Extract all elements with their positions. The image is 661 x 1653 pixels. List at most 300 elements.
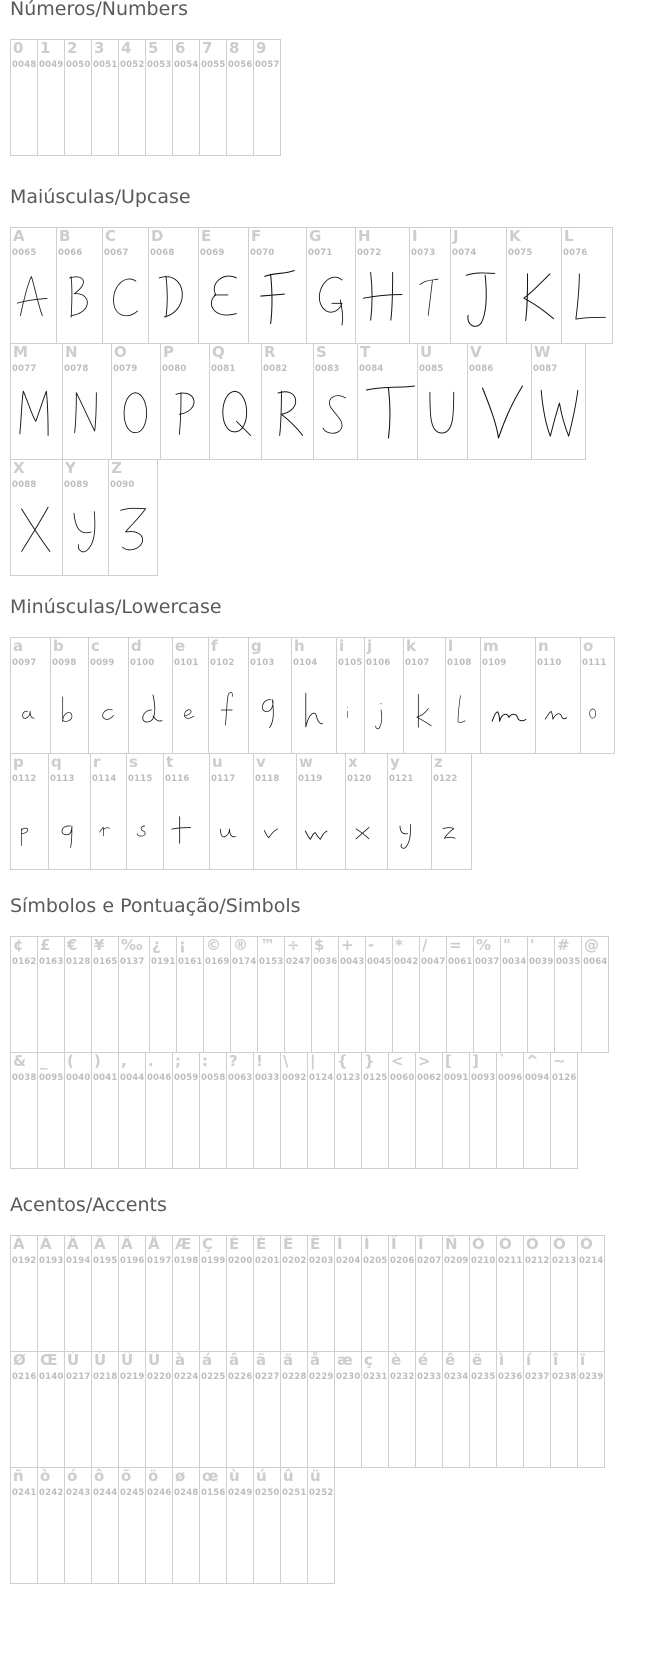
glyph-label: å bbox=[310, 1351, 321, 1369]
glyph-code: 0220 bbox=[147, 1372, 172, 1382]
handwritten-glyph bbox=[63, 376, 112, 456]
glyph-cell bbox=[554, 936, 582, 1053]
glyph-label: Õ bbox=[553, 1235, 566, 1253]
glyph-code: 0090 bbox=[110, 480, 135, 490]
glyph-stroke bbox=[262, 700, 273, 728]
glyph-code: 0239 bbox=[579, 1372, 604, 1382]
glyph-cell bbox=[10, 1351, 38, 1468]
glyph-code: 0051 bbox=[93, 60, 118, 70]
glyph-cell bbox=[417, 343, 468, 460]
handwritten-glyph bbox=[481, 670, 536, 750]
glyph-cell bbox=[445, 637, 481, 754]
glyph-label: o bbox=[583, 637, 594, 655]
glyph-cell bbox=[226, 1467, 254, 1584]
glyph-cell bbox=[419, 936, 447, 1053]
glyph-row bbox=[10, 753, 614, 870]
glyph-code: 0193 bbox=[39, 1256, 64, 1266]
glyph-label: û bbox=[283, 1467, 294, 1485]
handwritten-glyph bbox=[63, 492, 109, 572]
glyph-label: Ò bbox=[472, 1235, 485, 1253]
glyph-label: L bbox=[564, 227, 574, 245]
glyph-stroke bbox=[430, 392, 454, 433]
glyph-code: 0205 bbox=[363, 1256, 388, 1266]
glyph-label: à bbox=[175, 1351, 186, 1369]
glyph-cell bbox=[209, 343, 262, 460]
glyph-cell bbox=[10, 936, 38, 1053]
glyph-label: Y bbox=[65, 459, 76, 477]
glyph-cell bbox=[172, 39, 200, 156]
glyph-label: É bbox=[256, 1235, 267, 1253]
glyph-cell bbox=[307, 1052, 335, 1169]
glyph-code: 0093 bbox=[471, 1073, 496, 1083]
glyph-cell bbox=[496, 1351, 524, 1468]
glyph-label: | bbox=[310, 1052, 316, 1070]
handwritten-glyph bbox=[432, 786, 472, 866]
glyph-cell bbox=[506, 227, 562, 344]
glyph-cell bbox=[523, 1351, 551, 1468]
glyph-label: k bbox=[406, 637, 416, 655]
handwritten-glyph bbox=[210, 786, 254, 866]
handwritten-glyph bbox=[49, 786, 91, 866]
glyph-code: 0076 bbox=[563, 248, 588, 258]
glyph-code: 0101 bbox=[174, 658, 199, 668]
glyph-stroke bbox=[70, 277, 88, 318]
glyph-label: ã bbox=[256, 1351, 267, 1369]
glyph-cell bbox=[199, 1235, 227, 1352]
glyph-code: 0104 bbox=[293, 658, 318, 668]
glyph-cell bbox=[334, 1351, 362, 1468]
glyph-code: 0217 bbox=[66, 1372, 91, 1382]
glyph-label: ( bbox=[67, 1052, 74, 1070]
glyph-label: Ç bbox=[202, 1235, 214, 1253]
glyph-code: 0086 bbox=[469, 364, 494, 374]
glyph-cell bbox=[37, 39, 65, 156]
section-title-numbers: Números/Numbers bbox=[10, 0, 188, 20]
glyph-code: 0120 bbox=[347, 774, 372, 784]
glyph-cell bbox=[128, 637, 173, 754]
glyph-code: 0214 bbox=[579, 1256, 604, 1266]
glyph-label: z bbox=[434, 753, 443, 771]
handwritten-glyph bbox=[292, 670, 337, 750]
glyph-code: 0073 bbox=[411, 248, 436, 258]
glyph-cell bbox=[392, 936, 420, 1053]
glyph-stroke bbox=[75, 393, 97, 433]
glyph-label: 2 bbox=[67, 39, 78, 57]
glyph-label: & bbox=[13, 1052, 27, 1070]
glyph-code: 0084 bbox=[359, 364, 384, 374]
glyph-label: ï bbox=[580, 1351, 586, 1369]
glyph-label: ` bbox=[499, 1052, 507, 1070]
glyph-label: â bbox=[229, 1351, 240, 1369]
handwritten-glyph bbox=[581, 670, 615, 750]
glyph-label: G bbox=[309, 227, 322, 245]
glyph-code: 0137 bbox=[120, 957, 145, 967]
glyph-cell bbox=[531, 343, 586, 460]
handwritten-glyph bbox=[536, 670, 581, 750]
glyph-code: 0114 bbox=[92, 774, 117, 784]
glyph-code: 0209 bbox=[444, 1256, 469, 1266]
glyph-label: î bbox=[553, 1351, 559, 1369]
glyph-stroke bbox=[211, 276, 236, 315]
glyph-code: 0105 bbox=[338, 658, 363, 668]
glyph-cell bbox=[280, 1467, 308, 1584]
glyph-code: 0140 bbox=[39, 1372, 64, 1382]
glyph-cell bbox=[361, 1351, 389, 1468]
glyph-cell bbox=[361, 1235, 389, 1352]
glyph-stroke bbox=[264, 829, 277, 838]
glyph-label: S bbox=[316, 343, 327, 361]
glyph-label: % bbox=[476, 936, 492, 954]
glyph-label: " bbox=[503, 936, 511, 954]
glyph-code: 0124 bbox=[309, 1073, 334, 1083]
glyph-label: u bbox=[212, 753, 223, 771]
glyph-code: 0153 bbox=[259, 957, 284, 967]
glyph-code: 0065 bbox=[12, 248, 37, 258]
glyph-code: 0219 bbox=[120, 1372, 145, 1382]
glyph-cell bbox=[226, 1052, 254, 1169]
glyph-cell bbox=[523, 1052, 551, 1169]
glyph-code: 0110 bbox=[537, 658, 562, 668]
glyph-code: 0206 bbox=[390, 1256, 415, 1266]
glyph-label: E bbox=[201, 227, 212, 245]
glyph-row bbox=[10, 39, 280, 156]
glyph-code: 0233 bbox=[417, 1372, 442, 1382]
glyph-code: 0169 bbox=[205, 957, 230, 967]
handwritten-glyph bbox=[127, 786, 164, 866]
glyph-code: 0095 bbox=[39, 1073, 64, 1083]
glyph-cell bbox=[172, 1052, 200, 1169]
glyph-label: ? bbox=[229, 1052, 238, 1070]
glyph-cell bbox=[387, 753, 432, 870]
glyph-cell bbox=[415, 1235, 443, 1352]
glyph-code: 0050 bbox=[66, 60, 91, 70]
glyph-code: 0192 bbox=[12, 1256, 37, 1266]
handwritten-glyph bbox=[161, 376, 210, 456]
glyph-label: ò bbox=[40, 1467, 51, 1485]
glyph-stroke bbox=[576, 274, 605, 319]
glyph-code: 0112 bbox=[12, 774, 37, 784]
glyph-label: á bbox=[202, 1351, 213, 1369]
glyph-code: 0063 bbox=[228, 1073, 253, 1083]
glyph-cell bbox=[48, 753, 91, 870]
glyph-row bbox=[10, 459, 612, 576]
glyph-cell bbox=[176, 936, 204, 1053]
handwritten-glyph bbox=[109, 492, 158, 572]
glyph-label: ' bbox=[530, 936, 535, 954]
glyph-label: N bbox=[65, 343, 78, 361]
glyph-cell bbox=[257, 936, 285, 1053]
glyph-cell bbox=[10, 1467, 38, 1584]
glyph-cell bbox=[550, 1351, 578, 1468]
glyph-code: 0075 bbox=[508, 248, 533, 258]
glyph-code: 0218 bbox=[93, 1372, 118, 1382]
glyph-row bbox=[10, 343, 612, 460]
glyph-code: 0081 bbox=[211, 364, 236, 374]
glyph-cell bbox=[145, 1351, 173, 1468]
glyph-cell bbox=[496, 1052, 524, 1169]
glyph-cell bbox=[253, 1351, 281, 1468]
handwritten-glyph bbox=[51, 670, 89, 750]
glyph-label: n bbox=[538, 637, 549, 655]
glyph-code: 0245 bbox=[120, 1488, 145, 1498]
glyph-cell bbox=[561, 227, 613, 344]
handwritten-glyph bbox=[358, 376, 418, 456]
glyph-label: Ä bbox=[121, 1235, 133, 1253]
glyph-cell bbox=[226, 39, 254, 156]
glyph-code: 0091 bbox=[444, 1073, 469, 1083]
glyph-stroke bbox=[21, 828, 27, 845]
glyph-cell bbox=[473, 936, 501, 1053]
glyph-code: 0115 bbox=[128, 774, 153, 784]
glyph-label: Å bbox=[148, 1235, 160, 1253]
glyph-row bbox=[10, 936, 608, 1053]
glyph-cell bbox=[307, 1351, 335, 1468]
glyph-label: œ bbox=[202, 1467, 219, 1485]
glyph-code: 0039 bbox=[529, 957, 554, 967]
glyph-code: 0252 bbox=[309, 1488, 334, 1498]
glyph-code: 0057 bbox=[255, 60, 280, 70]
glyph-stroke bbox=[400, 825, 411, 849]
glyph-code: 0035 bbox=[556, 957, 581, 967]
glyph-stroke bbox=[103, 709, 114, 719]
glyph-code: 0043 bbox=[340, 957, 365, 967]
glyph-label: a bbox=[13, 637, 24, 655]
handwritten-glyph bbox=[11, 260, 57, 340]
glyph-code: 0210 bbox=[471, 1256, 496, 1266]
glyph-label: . bbox=[148, 1052, 154, 1070]
glyph-label: ¡ bbox=[179, 936, 186, 954]
glyph-code: 0052 bbox=[120, 60, 145, 70]
glyph-code: 0249 bbox=[228, 1488, 253, 1498]
glyph-stroke bbox=[124, 393, 146, 433]
glyph-label: } bbox=[364, 1052, 375, 1070]
handwritten-glyph bbox=[307, 260, 356, 340]
glyph-cell bbox=[500, 936, 528, 1053]
glyph-label: < bbox=[391, 1052, 404, 1070]
glyph-code: 0094 bbox=[525, 1073, 550, 1083]
glyph-cell bbox=[118, 1052, 146, 1169]
glyph-label: 1 bbox=[40, 39, 51, 57]
glyph-code: 0038 bbox=[12, 1073, 37, 1083]
glyph-code: 0041 bbox=[93, 1073, 118, 1083]
glyph-code: 0123 bbox=[336, 1073, 361, 1083]
glyph-label: c bbox=[91, 637, 100, 655]
glyph-label: \ bbox=[283, 1052, 289, 1070]
glyph-cell bbox=[230, 936, 258, 1053]
glyph-stroke bbox=[278, 391, 303, 435]
glyph-label: ® bbox=[233, 936, 248, 954]
glyph-code: 0048 bbox=[12, 60, 37, 70]
glyph-label: Æ bbox=[175, 1235, 192, 1253]
glyph-label: ë bbox=[472, 1351, 483, 1369]
glyph-cell bbox=[280, 1052, 308, 1169]
section-title-uppercase: Maiúsculas/Upcase bbox=[10, 186, 191, 208]
glyph-row bbox=[10, 1467, 604, 1584]
glyph-stroke bbox=[221, 829, 236, 837]
glyph-stroke bbox=[23, 711, 35, 718]
glyph-label: P bbox=[163, 343, 174, 361]
glyph-code: 0204 bbox=[336, 1256, 361, 1266]
glyph-cell bbox=[336, 637, 365, 754]
glyph-cell bbox=[311, 936, 339, 1053]
glyph-code: 0230 bbox=[336, 1372, 361, 1382]
glyph-stroke bbox=[305, 831, 327, 839]
glyph-code: 0045 bbox=[367, 957, 392, 967]
glyph-label: 0 bbox=[13, 39, 24, 57]
handwritten-glyph bbox=[199, 260, 249, 340]
glyph-code: 0162 bbox=[12, 957, 37, 967]
glyph-cell bbox=[550, 1235, 578, 1352]
glyph-stroke bbox=[323, 396, 346, 434]
glyph-label: : bbox=[202, 1052, 208, 1070]
glyph-label: 3 bbox=[94, 39, 105, 57]
glyph-stroke bbox=[63, 697, 72, 722]
glyph-cell bbox=[203, 936, 231, 1053]
glyph-label: ¢ bbox=[13, 936, 24, 954]
glyph-cell bbox=[388, 1235, 416, 1352]
glyph-label: ¥ bbox=[94, 936, 105, 954]
glyph-label: { bbox=[337, 1052, 348, 1070]
glyph-row bbox=[10, 1052, 608, 1169]
glyph-code: 0071 bbox=[308, 248, 333, 258]
glyph-code: 0117 bbox=[211, 774, 236, 784]
glyph-cell bbox=[365, 936, 393, 1053]
glyph-stroke bbox=[114, 279, 138, 316]
glyph-label: Ö bbox=[580, 1235, 593, 1253]
glyph-cell bbox=[248, 227, 307, 344]
glyph-label: s bbox=[129, 753, 138, 771]
uppercase-grid bbox=[10, 227, 612, 576]
glyph-stroke bbox=[172, 817, 191, 844]
glyph-label: x bbox=[348, 753, 358, 771]
glyph-label: £ bbox=[40, 936, 51, 954]
glyph-cell bbox=[62, 343, 112, 460]
glyph-cell bbox=[523, 1235, 551, 1352]
glyph-cell bbox=[10, 637, 51, 754]
glyph-code: 0111 bbox=[582, 658, 607, 668]
glyph-code: 0047 bbox=[421, 957, 446, 967]
glyph-label: - bbox=[368, 936, 375, 954]
glyph-label: ô bbox=[94, 1467, 105, 1485]
handwritten-glyph bbox=[388, 786, 432, 866]
glyph-stroke bbox=[261, 271, 294, 324]
glyph-code: 0087 bbox=[533, 364, 558, 374]
glyph-label: i bbox=[339, 637, 345, 655]
glyph-cell bbox=[334, 1235, 362, 1352]
glyph-label: X bbox=[13, 459, 25, 477]
glyph-cell bbox=[581, 936, 609, 1053]
glyph-code: 0126 bbox=[552, 1073, 577, 1083]
glyph-code: 0113 bbox=[50, 774, 75, 784]
glyph-cell bbox=[198, 227, 249, 344]
glyph-cell bbox=[280, 1351, 308, 1468]
glyph-code: 0061 bbox=[448, 957, 473, 967]
glyph-stroke bbox=[417, 694, 431, 727]
glyph-code: 0118 bbox=[255, 774, 280, 784]
glyph-label: U bbox=[420, 343, 433, 361]
glyph-label: È bbox=[229, 1235, 240, 1253]
glyph-code: 0103 bbox=[250, 658, 275, 668]
handwritten-glyph bbox=[314, 376, 358, 456]
glyph-stroke bbox=[100, 827, 110, 836]
glyph-label: 9 bbox=[256, 39, 267, 57]
glyph-label: M bbox=[13, 343, 28, 361]
glyph-cell bbox=[102, 227, 149, 344]
glyph-code: 0083 bbox=[315, 364, 340, 374]
glyph-code: 0049 bbox=[39, 60, 64, 70]
glyph-code: 0242 bbox=[39, 1488, 64, 1498]
glyph-row bbox=[10, 227, 612, 344]
glyph-cell bbox=[10, 753, 49, 870]
glyph-label: ü bbox=[310, 1467, 321, 1485]
glyph-cell bbox=[480, 637, 536, 754]
glyph-label: R bbox=[264, 343, 276, 361]
glyph-label: [ bbox=[445, 1052, 452, 1070]
glyph-code: 0237 bbox=[525, 1372, 550, 1382]
glyph-label: w bbox=[299, 753, 313, 771]
glyph-cell bbox=[442, 1052, 470, 1169]
glyph-cell bbox=[10, 39, 38, 156]
glyph-cell bbox=[199, 39, 227, 156]
glyph-code: 0228 bbox=[282, 1372, 307, 1382]
glyph-cell bbox=[148, 227, 199, 344]
glyph-code: 0085 bbox=[419, 364, 444, 374]
glyph-label: ó bbox=[67, 1467, 78, 1485]
glyph-label: ; bbox=[175, 1052, 181, 1070]
glyph-code: 0165 bbox=[93, 957, 118, 967]
glyph-code: 0229 bbox=[309, 1372, 334, 1382]
glyph-label: ñ bbox=[13, 1467, 24, 1485]
glyph-stroke bbox=[458, 696, 465, 723]
glyph-stroke bbox=[22, 507, 50, 551]
glyph-code: 0201 bbox=[255, 1256, 280, 1266]
glyph-code: 0034 bbox=[502, 957, 527, 967]
glyph-stroke bbox=[541, 390, 578, 436]
glyph-cell bbox=[88, 637, 129, 754]
glyph-label: y bbox=[390, 753, 400, 771]
glyph-code: 0232 bbox=[390, 1372, 415, 1382]
glyph-cell bbox=[149, 936, 177, 1053]
glyph-label: è bbox=[391, 1351, 402, 1369]
glyph-cell bbox=[10, 459, 63, 576]
glyph-label: Ì bbox=[337, 1235, 343, 1253]
handwritten-glyph bbox=[249, 670, 292, 750]
handwritten-glyph bbox=[451, 260, 507, 340]
glyph-code: 0069 bbox=[200, 248, 225, 258]
handwritten-glyph bbox=[103, 260, 149, 340]
glyph-cell bbox=[535, 637, 581, 754]
glyph-stroke bbox=[20, 391, 48, 435]
glyph-stroke bbox=[121, 508, 146, 550]
glyph-label: ö bbox=[148, 1467, 159, 1485]
handwritten-glyph bbox=[337, 670, 365, 750]
glyph-label: C bbox=[105, 227, 117, 245]
glyph-label: J bbox=[453, 227, 459, 245]
glyph-label: l bbox=[448, 637, 454, 655]
glyph-label: ! bbox=[256, 1052, 263, 1070]
glyph-cell bbox=[91, 1235, 119, 1352]
glyph-stroke bbox=[74, 512, 95, 552]
glyph-code: 0244 bbox=[93, 1488, 118, 1498]
glyph-code: 0108 bbox=[447, 658, 472, 668]
glyph-cell bbox=[10, 1235, 38, 1352]
glyph-stroke bbox=[159, 276, 182, 317]
glyph-stroke bbox=[545, 712, 566, 720]
glyph-cell bbox=[469, 1351, 497, 1468]
glyph-code: 0197 bbox=[147, 1256, 172, 1266]
glyph-cell bbox=[62, 459, 109, 576]
glyph-code: 0046 bbox=[147, 1073, 172, 1083]
